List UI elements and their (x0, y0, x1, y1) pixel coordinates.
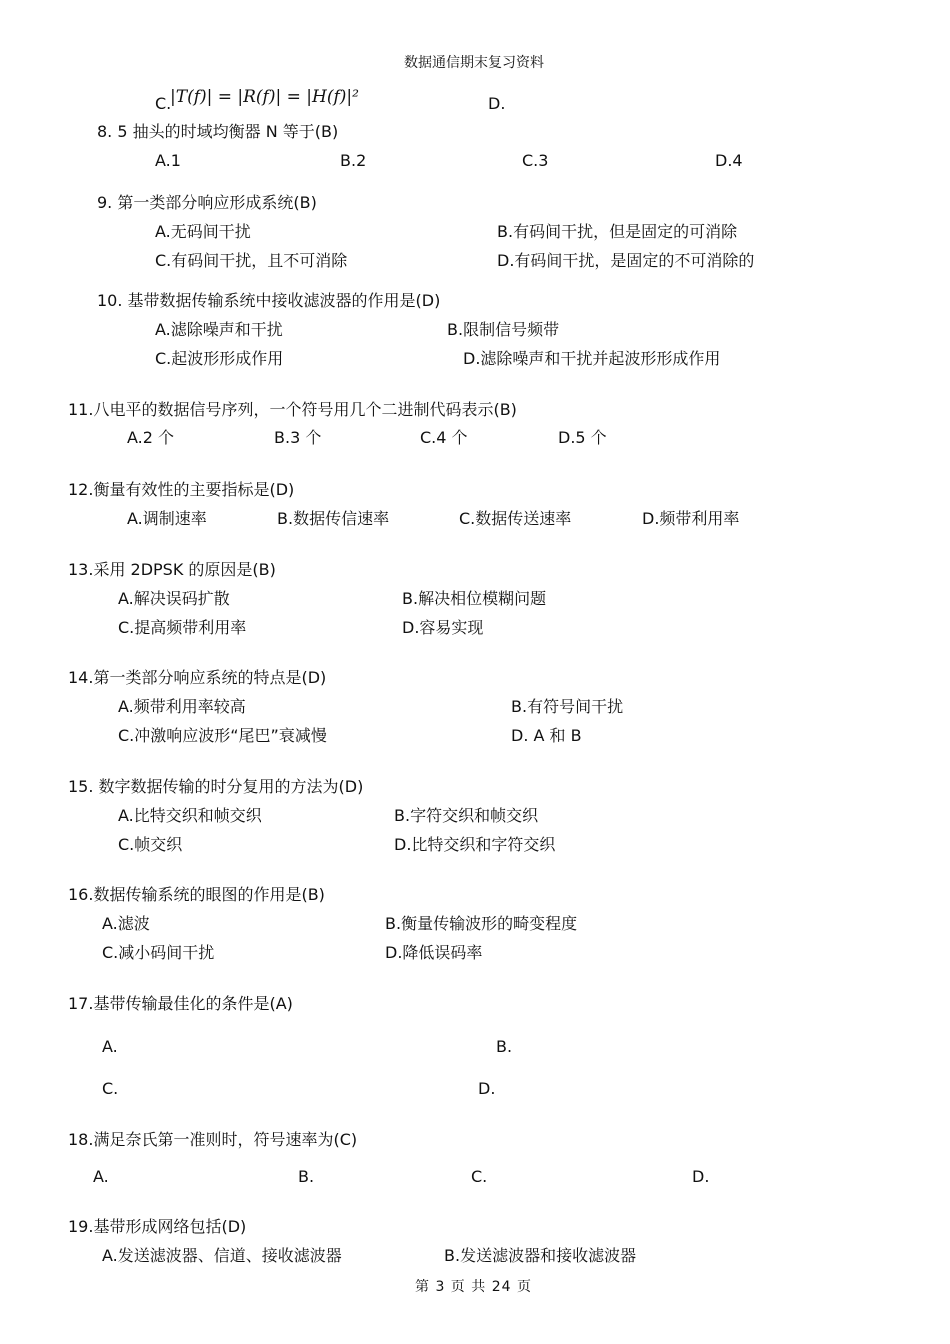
q16-option-a: A.滤波 (102, 914, 150, 933)
q14-option-a: A.频带利用率较高 (118, 697, 246, 716)
q18-question: 18.满足奈氏第一准则时，符号速率为(C) (68, 1130, 358, 1149)
q19-question: 19.基带形成网络包括(D) (68, 1217, 247, 1236)
page-header-title: 数据通信期末复习资料 (404, 55, 544, 71)
q19-option-a: A.发送滤波器、信道、接收滤波器 (102, 1246, 342, 1265)
q17-question: 17.基带传输最佳化的条件是(A) (68, 994, 293, 1013)
q11-option-a: A.2 个 (127, 428, 175, 447)
q17-option-d: D. (478, 1079, 496, 1098)
q7-option-d-label: D. (488, 94, 506, 113)
q13-option-c: C.提高频带利用率 (118, 618, 247, 637)
q8-question: 8. 5 抽头的时域均衡器 N 等于(B) (97, 122, 339, 141)
q13-question: 13.采用 2DPSK 的原因是(B) (68, 560, 276, 579)
q15-option-a: A.比特交织和帧交织 (118, 806, 262, 825)
q14-option-d: D. A 和 B (511, 726, 582, 745)
q10-option-c: C.起波形形成作用 (155, 349, 284, 368)
q10-option-d: D.滤除噪声和干扰并起波形形成作用 (463, 349, 721, 368)
q16-option-c: C.减小码间干扰 (102, 943, 215, 962)
q17-option-b: B. (496, 1037, 513, 1056)
q15-option-c: C.帧交织 (118, 835, 183, 854)
q11-option-d: D.5 个 (558, 428, 607, 447)
q8-option-d: D.4 (715, 151, 743, 170)
q9-option-c: C.有码间干扰，且不可消除 (155, 251, 348, 270)
formula-text: |T(f)| = |R(f)| = |H(f)|² (170, 87, 359, 107)
q18-option-d: D. (692, 1167, 710, 1186)
q7-option-c-formula (170, 82, 360, 110)
q10-question: 10. 基带数据传输系统中接收滤波器的作用是(D) (97, 291, 441, 310)
q18-option-a: A. (93, 1167, 109, 1186)
q16-option-d: D.降低误码率 (385, 943, 483, 962)
q8-option-c: C.3 (522, 151, 549, 170)
q17-option-a: A. (102, 1037, 118, 1056)
q11-option-b: B.3 个 (274, 428, 322, 447)
q14-option-c: C.冲激响应波形“尾巴”衰减慢 (118, 726, 327, 745)
q14-question: 14.第一类部分响应系统的特点是(D) (68, 668, 327, 687)
q11-question: 11.八电平的数据信号序列，一个符号用几个二进制代码表示(B) (68, 400, 517, 419)
q12-option-d: D.频带利用率 (642, 509, 740, 528)
q10-option-a: A.滤除噪声和干扰 (155, 320, 283, 339)
q15-option-d: D.比特交织和字符交织 (394, 835, 556, 854)
q18-option-c: C. (471, 1167, 488, 1186)
q9-option-a: A.无码间干扰 (155, 222, 251, 241)
q16-option-b: B.衡量传输波形的畸变程度 (385, 914, 578, 933)
q18-option-b: B. (298, 1167, 315, 1186)
q16-question: 16.数据传输系统的眼图的作用是(B) (68, 885, 325, 904)
q12-question: 12.衡量有效性的主要指标是(D) (68, 480, 295, 499)
q13-option-b: B.解决相位模糊问题 (402, 589, 547, 608)
q12-option-a: A.调制速率 (127, 509, 207, 528)
q8-option-a: A.1 (155, 151, 181, 170)
q14-option-b: B.有符号间干扰 (511, 697, 624, 716)
q13-option-a: A.解决误码扩散 (118, 589, 230, 608)
q9-option-d: D.有码间干扰，是固定的不可消除的 (497, 251, 755, 270)
page-footer-number: 第 3 页 共 24 页 (415, 1279, 532, 1295)
q12-option-c: C.数据传送速率 (459, 509, 572, 528)
q10-option-b: B.限制信号频带 (447, 320, 560, 339)
q15-option-b: B.字符交织和帧交织 (394, 806, 539, 825)
q19-option-b: B.发送滤波器和接收滤波器 (444, 1246, 637, 1265)
q8-option-b: B.2 (340, 151, 367, 170)
q7-option-c-label: C. (155, 94, 172, 113)
q9-option-b: B.有码间干扰，但是固定的可消除 (497, 222, 738, 241)
q13-option-d: D.容易实现 (402, 618, 484, 637)
q11-option-c: C.4 个 (420, 428, 468, 447)
q17-option-c: C. (102, 1079, 119, 1098)
q12-option-b: B.数据传信速率 (277, 509, 390, 528)
q15-question: 15. 数字数据传输的时分复用的方法为(D) (68, 777, 364, 796)
q9-question: 9. 第一类部分响应形成系统(B) (97, 193, 317, 212)
